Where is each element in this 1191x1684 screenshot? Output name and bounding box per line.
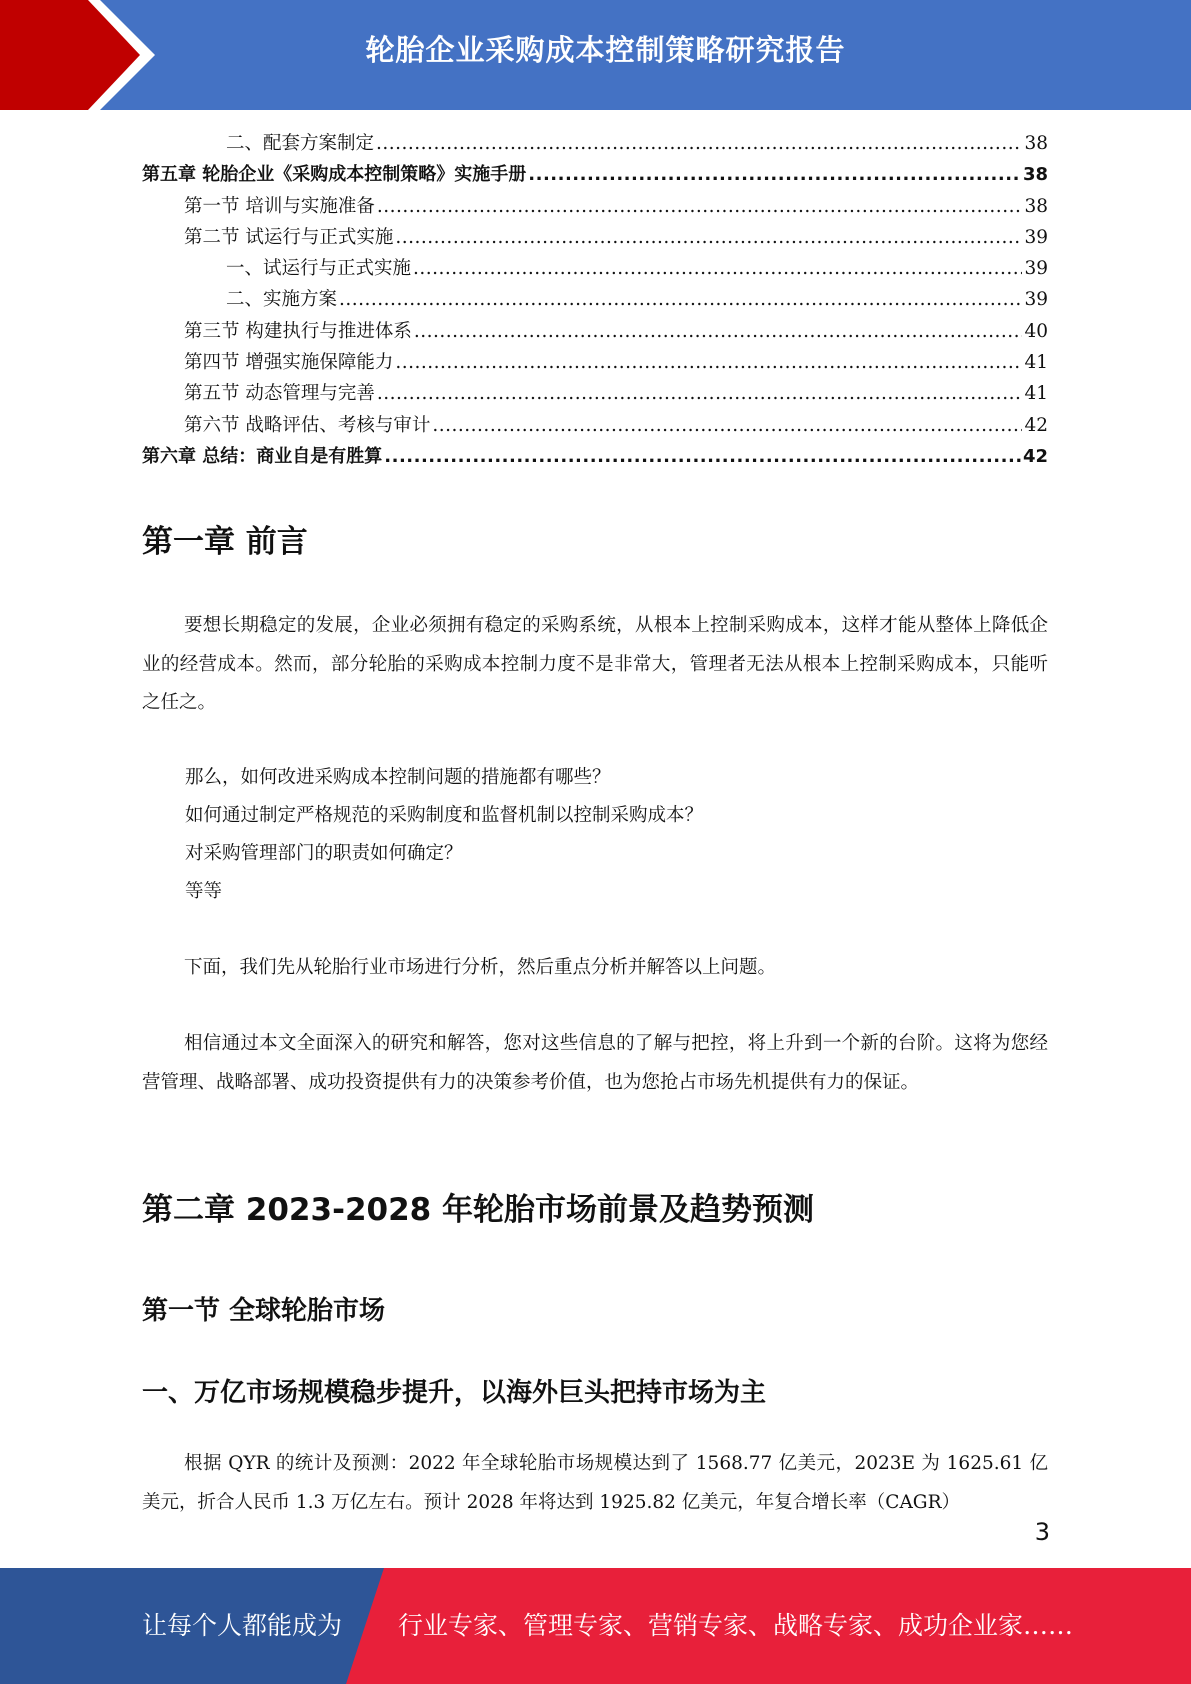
toc-entry-title: 第六章 总结：商业自是有胜算 xyxy=(142,445,383,467)
toc-entry[interactable] xyxy=(142,128,1048,159)
toc-entry-title: 第六节 战略评估、考核与审计 xyxy=(184,414,431,436)
table-of-contents xyxy=(142,128,1048,472)
chapter1-paragraph-1: 要想长期稳定的发展，企业必须拥有稳定的采购系统，从根本上控制采购成本，这样才能从整体上降低企业的经营成本。然而，部分轮胎的采购成本控制力度不是非常大，管理者无法从根本上控制采购成本，只能听之任之。 xyxy=(142,615,1048,713)
question-line: 对采购管理部门的职责如何确定？ xyxy=(185,843,463,864)
toc-entry-page: 42 xyxy=(1022,445,1048,467)
chapter1-paragraph-2: 下面，我们先从轮胎行业市场进行分析，然后重点分析并解答以上问题。 xyxy=(184,957,777,978)
toc-dot-leader xyxy=(339,284,1022,315)
toc-entry-page: 38 xyxy=(1024,133,1048,154)
toc-entry-page: 39 xyxy=(1024,289,1048,311)
page-number: 3 xyxy=(1034,1518,1050,1546)
toc-entry[interactable] xyxy=(142,410,1048,441)
toc-entry-page: 41 xyxy=(1024,383,1048,405)
toc-entry-page: 41 xyxy=(1024,352,1048,374)
footer-slogan-right: 行业专家、管理专家、营销专家、战略专家、成功企业家…… xyxy=(398,1611,1074,1640)
question-line: 等等 xyxy=(185,881,223,902)
toc-entry[interactable] xyxy=(142,191,1048,222)
toc-entry-page: 39 xyxy=(1024,258,1048,280)
toc-dot-leader xyxy=(377,191,1023,222)
chapter1-paragraph-3: 相信通过本文全面深入的研究和解答，您对这些信息的了解与把控，将上升到一个新的台阶。这将为您经营管理、战略部署、成功投资提供有力的决策参考价值，也为您抢占市场先机提供有力的保证。 xyxy=(142,1033,1048,1093)
toc-entry[interactable] xyxy=(142,284,1048,315)
toc-entry-title: 第二节 试运行与正式实施 xyxy=(184,226,394,248)
chapter1-heading: 第一章 前言 xyxy=(142,524,308,560)
chapter2-paragraph-1: 根据 QYR 的统计及预测：2022 年全球轮胎市场规模达到了 1568.77 亿美元，2023E 为 1625.61 亿美元，折合人民币 1.3 万亿左右。预计 2028 年将达到 1925.82 亿美元，年复合增长率（CAGR） xyxy=(142,1453,1048,1513)
toc-entry-title: 二、实施方案 xyxy=(226,289,338,311)
toc-entry[interactable] xyxy=(142,222,1048,253)
footer-slogan-left: 让每个人都能成为 xyxy=(142,1611,343,1640)
toc-dot-leader xyxy=(395,222,1022,253)
toc-entry[interactable] xyxy=(142,347,1048,378)
toc-entry[interactable] xyxy=(142,316,1048,347)
toc-entry-page: 38 xyxy=(1022,164,1048,186)
chapter2-heading: 第二章 2023-2028 年轮胎市场前景及趋势预测 xyxy=(142,1192,815,1228)
question-line: 如何通过制定严格规范的采购制度和监督机制以控制采购成本？ xyxy=(185,805,704,826)
toc-dot-leader xyxy=(528,159,1021,190)
toc-entry[interactable] xyxy=(142,253,1048,284)
toc-entry-title: 二、配套方案制定 xyxy=(226,133,375,154)
page-header xyxy=(0,0,1191,110)
report-title: 轮胎企业采购成本控制策略研究报告 xyxy=(365,33,846,67)
toc-dot-leader xyxy=(432,410,1022,441)
toc-entry-title: 第五节 动态管理与完善 xyxy=(184,383,375,405)
toc-entry[interactable] xyxy=(142,441,1048,472)
toc-dot-leader xyxy=(377,378,1023,409)
toc-dot-leader xyxy=(413,253,1022,284)
toc-entry[interactable] xyxy=(142,378,1048,409)
toc-entry-page: 40 xyxy=(1024,320,1048,342)
section-heading: 第一节 全球轮胎市场 xyxy=(142,1296,386,1326)
toc-entry-title: 第三节 构建执行与推进体系 xyxy=(184,320,412,342)
toc-entry-title: 第五章 轮胎企业《采购成本控制策略》实施手册 xyxy=(142,164,527,186)
toc-entry-title: 一、试运行与正式实施 xyxy=(226,258,412,280)
toc-dot-leader xyxy=(376,128,1022,159)
toc-dot-leader xyxy=(384,441,1021,472)
toc-entry-page: 39 xyxy=(1024,226,1048,248)
subsection-heading: 一、万亿市场规模稳步提升，以海外巨头把持市场为主 xyxy=(142,1378,767,1408)
toc-dot-leader xyxy=(395,347,1022,378)
page-footer xyxy=(0,1568,1191,1684)
toc-entry[interactable] xyxy=(142,159,1048,190)
toc-entry-page: 38 xyxy=(1024,195,1048,217)
toc-entry-page: 42 xyxy=(1024,414,1048,436)
toc-dot-leader xyxy=(414,316,1023,347)
toc-entry-title: 第四节 增强实施保障能力 xyxy=(184,352,394,374)
question-line: 那么，如何改进采购成本控制问题的措施都有哪些？ xyxy=(185,767,611,788)
toc-entry-title: 第一节 培训与实施准备 xyxy=(184,195,375,217)
